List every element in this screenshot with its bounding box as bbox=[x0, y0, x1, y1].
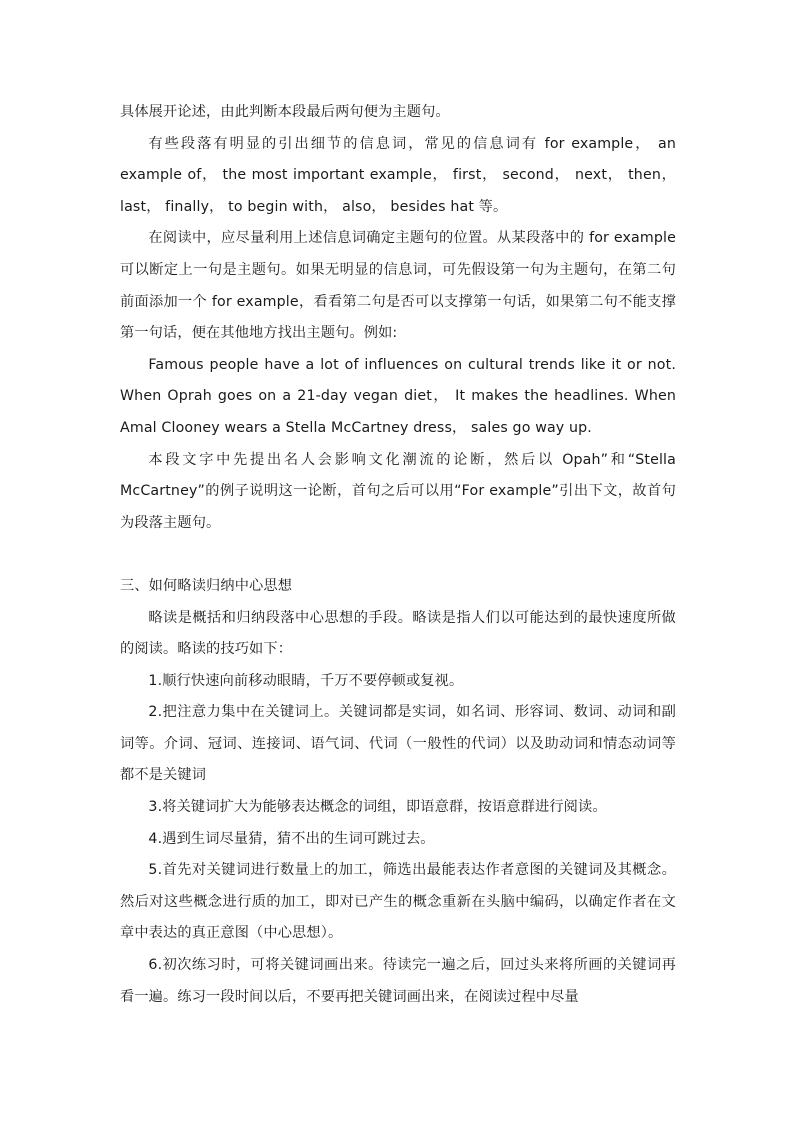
list-item-4: 4.遇到生词尽量猜，猜不出的生词可跳过去。 bbox=[148, 830, 435, 847]
paragraph-locate-topic-sentence: 在阅读中，应尽量利用上述信息词确定主题句的位置。从某段落中的 for example 可以断定上一句是主题句。如果无明显的信息词，可先假设第一句为主题句，在第二句前面添加一个 for example，看看第二句是否可以支撑第一句话，如果第二句不能支撑第一句话，便在其他地方找出主题句。例如: bbox=[120, 230, 676, 342]
list-item-3: 3.将关键词扩大为能够表达概念的词组，即语意群，按语意群进行阅读。 bbox=[148, 799, 607, 816]
list-item-1: 1.顺行快速向前移动眼睛，千万不要停顿或复视。 bbox=[148, 672, 464, 689]
list-item-6: 6.初次练习时，可将关键词画出来。待读完一遍之后，回过头来将所画的关键词再看一遍。练习一段时间以后，不要再把关键词画出来，在阅读过程中尽量 bbox=[120, 957, 676, 1005]
paragraph-english-example: Famous people have a lot of influences on cultural trends like it or not. When Oprah goes on a 21-day vegan diet， It makes the headlines. When Amal Clooney wears a Stella McCartney dress， sales go way up. bbox=[120, 356, 676, 436]
list-item-2: 2.把注意力集中在关键词上。关键词都是实词，如名词、形容词、数词、动词和副词等。介词、冠词、连接词、语气词、代词（一般性的代词）以及助动词和情态动词等都不是关键词 bbox=[120, 704, 676, 784]
paragraph-skimming-definition: 略读是概括和归纳段落中心思想的手段。略读是指人们以可能达到的最快速度所做的阅读。略读的技巧如下： bbox=[120, 609, 676, 658]
section-heading: 三、如何略读归纳中心思想 bbox=[120, 577, 293, 594]
paragraph-continuation: 具体展开论述，由此判断本段最后两句便为主题句。 bbox=[120, 104, 450, 120]
document-body bbox=[120, 97, 676, 1013]
section-spacer bbox=[120, 539, 676, 571]
list-item-5: 5.首先对关键词进行数量上的加工，筛选出最能表达作者意图的关键词及其概念。然后对这些概念进行质的加工，即对已产生的概念重新在头脑中编码，以确定作者在文章中表达的真正意图（中心思想）。 bbox=[120, 862, 676, 942]
paragraph-signal-words: 有些段落有明显的引出细节的信息词，常见的信息词有 for example， an example of， the most important example， first， second， next， then， last， finally， to begin with， also， besides hat 等。 bbox=[120, 135, 676, 215]
paragraph-example-analysis: 本段文字中先提出名人会影响文化潮流的论断，然后以 Opah”和“Stella McCartney”的例子说明这一论断，首句之后可以用“For example”引出下文，故首句为段落主题句。 bbox=[120, 451, 676, 531]
